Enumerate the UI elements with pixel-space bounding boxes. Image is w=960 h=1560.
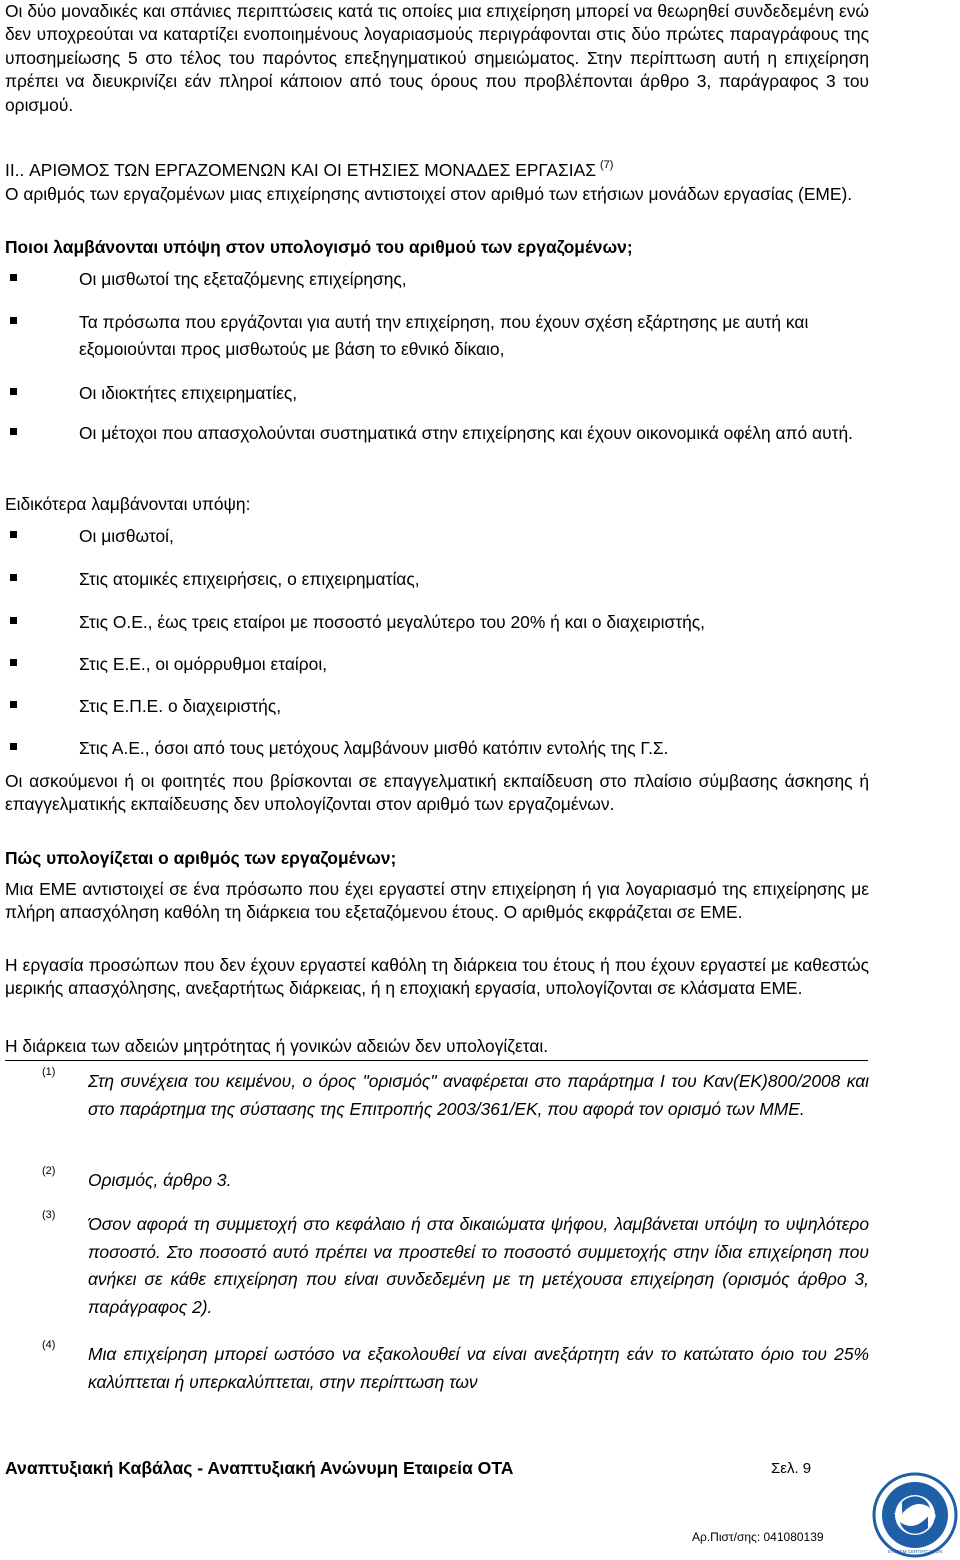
bullet-icon: [10, 659, 17, 666]
footnote-number: (4): [42, 1339, 56, 1351]
bullet-icon: [10, 574, 17, 581]
section-title-text: II.. ΑΡΙΘΜΟΣ ΤΩΝ ΕΡΓΑΖΟΜΕΝΩΝ ΚΑΙ ΟΙ ΕΤΗΣΙΕΣ ΜΟΝΑΔΕΣ ΕΡΓΑΣΙΑΣ: [5, 160, 596, 180]
list-item: Τα πρόσωπα που εργάζονται για αυτή την επιχείρηση, που έχουν σχέση εξάρτησης με αυτή και εξομοιούνται προς μισθωτούς με βάση το εθνικό δίκαιο,: [79, 312, 809, 359]
page-number: Σελ. 9: [771, 1460, 812, 1477]
bullet-icon: [10, 701, 17, 708]
intro-paragraph: Οι δύο μοναδικές και σπάνιες περιπτώσεις κατά τις οποίες μια επιχείρηση μπορεί να θεωρηθεί συνδεδεμένη ενώ δεν υποχρεούται να καταρτίζει ενοποιημένους λογαριασμούς περιγράφονται στις δύο πρώτες παραγράφους της υποσημείωσης 5 στο τέλος του παρόντος επεξηγηματικού σημειώματος. Στην περίπτωση αυτή η επιχείρηση πρέπει να διευκρινίζει εάν πληροί κάποιον από τους όρους που προβλέπονται άρθρο 3, παράγραφος 3 του ορισμού.: [5, 1, 869, 115]
list-item: Στις Α.Ε., όσοι από τους μετόχους λαμβάνουν μισθό κατόπιν εντολής της Γ.Σ.: [79, 738, 669, 758]
trainees-paragraph: Οι ασκούμενοι ή οι φοιτητές που βρίσκονται σε επαγγελματική εκπαίδευση στο πλαίσιο σύμβασης άσκησης ή επαγγελματικής εκπαίδευσης δεν υπολογίζονται στον αριθμό των εργαζομένων.: [5, 771, 869, 815]
question-how-calculated: Πώς υπολογίζεται ο αριθμός των εργαζομένων;: [5, 848, 397, 868]
list-item: Οι μισθωτοί της εξεταζόμενης επιχείρησης,: [79, 269, 407, 289]
list-item: Οι ιδιοκτήτες επιχειρηματίες,: [79, 383, 298, 403]
footnote-number: (2): [42, 1165, 56, 1177]
bullet-icon: [10, 743, 17, 750]
bullet-icon: [10, 617, 17, 624]
bullet-icon: [10, 317, 17, 324]
question-who-counts: Ποιοι λαμβάνονται υπόψη στον υπολογισμό του αριθμού των εργαζομένων;: [5, 237, 633, 257]
list-item: Στις ατομικές επιχειρήσεις, ο επιχειρηματίας,: [79, 569, 420, 589]
certificate-number: Αρ.Πιστ/σης: 041080139: [692, 1530, 824, 1544]
calculation-paragraph-2: Η εργασία προσώπων που δεν έχουν εργαστεί καθόλη τη διάρκεια του έτους ή που έχουν εργαστεί με καθεστώς μερικής απασχόλησης, ανεξαρτήτως διάρκειας, ή η εποχιακή εργασία, υπολογίζονται σε κλάσματα ΕΜΕ.: [5, 955, 869, 999]
footnote-number: (1): [42, 1066, 56, 1078]
footnote-number: (3): [42, 1209, 56, 1221]
list-item: Στις Ε.Π.Ε. ο διαχειριστής,: [79, 696, 282, 716]
specifically-heading: Ειδικότερα λαμβάνονται υπόψη:: [5, 494, 251, 514]
bullet-icon: [10, 531, 17, 538]
list-item: Στις Ο.Ε., έως τρεις εταίροι με ποσοστό μεγαλύτερο του 20% ή και ο διαχειριστής,: [79, 612, 705, 632]
section-title: [5, 154, 613, 182]
footnote-text: Όσον αφορά τη συμμετοχή στο κεφάλαιο ή στα δικαιώματα ψήφου, λαμβάνεται υπόψη το υψηλότερο ποσοστό. Στο ποσοστό αυτό πρέπει να προστεθεί το ποσοστό συμμετοχής στην ίδια επιχείρηση που ανήκει σε κάθε επιχείρηση που είναι συνδεδεμένη με τη μετέχουσα επιχείρηση (ορισμός άρθρο 3, παράγραφος 2).: [88, 1214, 869, 1318]
calculation-paragraph-1: Μια ΕΜΕ αντιστοιχεί σε ένα πρόσωπο που έχει εργαστεί στην επιχείρηση ή για λογαριασμό της επιχείρησης με πλήρη απασχόληση καθόλη τη διάρκεια του εξεταζόμενου έτους. Ο αριθμός εκφράζεται σε ΕΜΕ.: [5, 879, 869, 923]
employees-definition: Ο αριθμός των εργαζομένων μιας επιχείρησης αντιστοιχεί στον αριθμό των ετήσιων μονάδων εργασίας (ΕΜΕ).: [5, 184, 853, 204]
list-item: Οι μέτοχοι που απασχολούνται συστηματικά στην επιχείρησης και έχουν οικονομικά οφέλη από αυτή.: [79, 423, 853, 443]
bullet-icon: [10, 274, 17, 281]
list-item: Οι μισθωτοί,: [79, 526, 174, 546]
footnote-text: Μια επιχείρηση μπορεί ωστόσο να εξακολουθεί να είναι ανεξάρτητη εάν το κατώτατο όριο του 25% καλύπτεται ή υπερκαλύπτεται, στην περίπτωση των: [88, 1344, 869, 1392]
seal-bottom-text: SYSTEM CERTIFICATION: [887, 1549, 943, 1554]
footnote-text: Ορισμός, άρθρο 3.: [88, 1170, 232, 1190]
bullet-icon: [10, 428, 17, 435]
section-title-footnote-ref: (7): [599, 159, 614, 171]
calculation-paragraph-3: Η διάρκεια των αδειών μητρότητας ή γονικών αδειών δεν υπολογίζεται.: [5, 1036, 549, 1056]
footnote-divider: [5, 1060, 868, 1061]
footnote-text: Στη συνέχεια του κειμένου, ο όρος "ορισμός" αναφέρεται στο παράρτημα I του Καν(ΕΚ)800/2008 και στο παράρτημα της σύστασης της Επιτροπής 2003/361/ΕΚ, που αφορά τον ορισμό των ΜΜΕ.: [88, 1071, 869, 1119]
list-item: Στις Ε.Ε., οι ομόρρυθμοι εταίροι,: [79, 654, 328, 674]
certification-seal-icon: [872, 1472, 958, 1558]
bullet-icon: [10, 388, 17, 395]
seal-top-text: TÜV NORD: [894, 1512, 936, 1521]
footer-company: Αναπτυξιακή Καβάλας - Αναπτυξιακή Ανώνυμη Εταιρεία ΟΤΑ: [5, 1458, 514, 1478]
